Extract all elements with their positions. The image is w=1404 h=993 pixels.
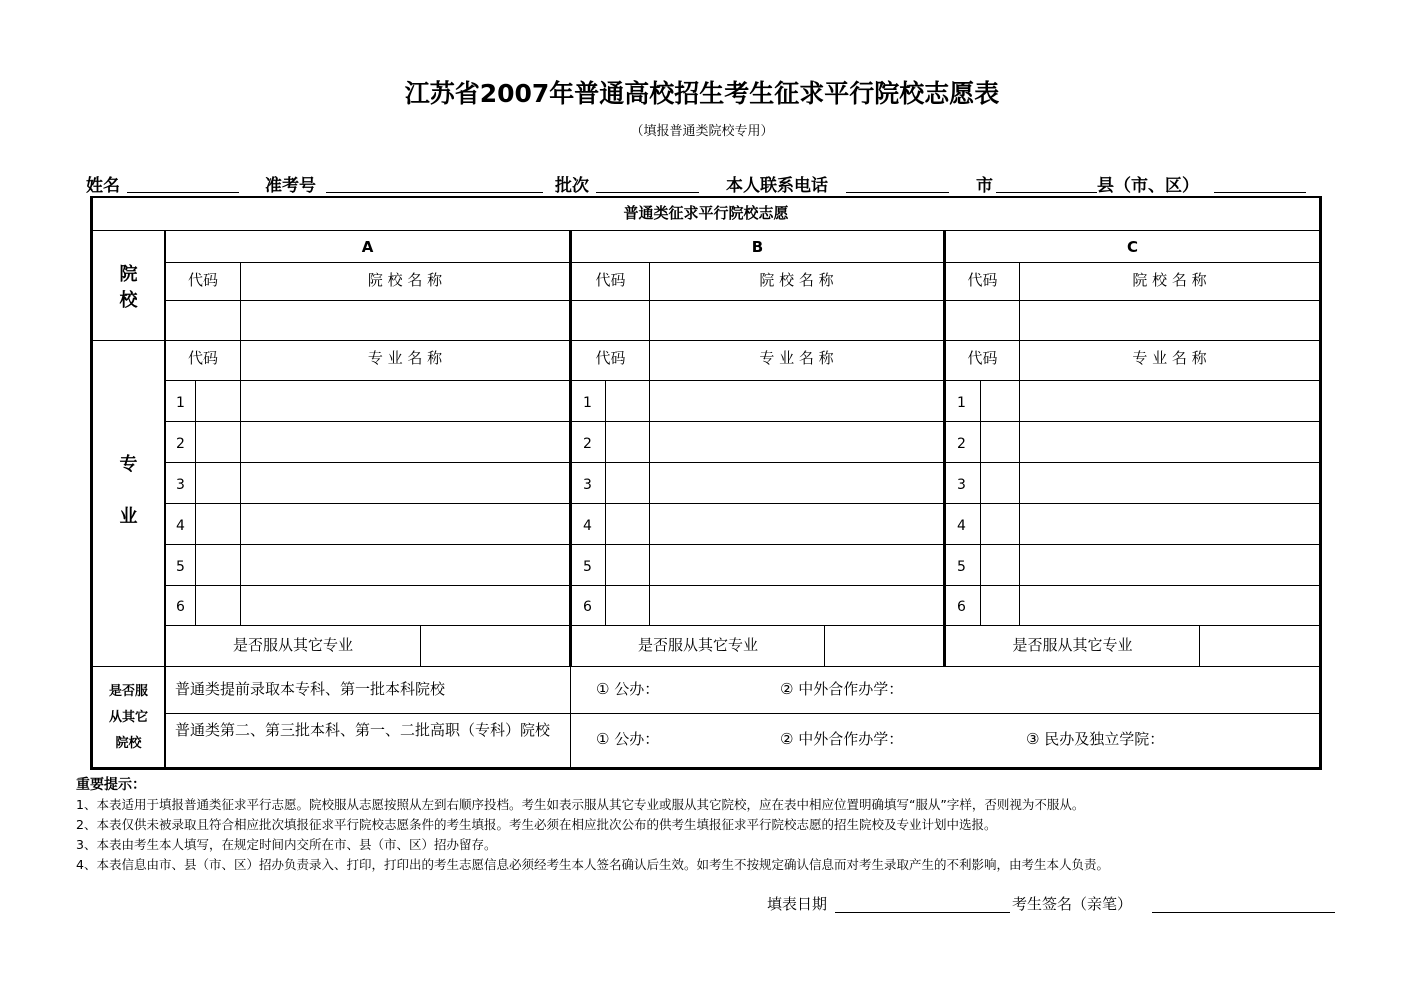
school-code-header-c: 代码 (967, 271, 998, 289)
option-sino-foreign[interactable]: ② 中外合作办学： (780, 680, 904, 698)
batch-label: 批次 (555, 176, 589, 196)
name-label: 姓名 (86, 176, 120, 196)
school-code-input-b[interactable] (572, 301, 649, 340)
row-number: 4 (176, 518, 185, 534)
row-number: 2 (957, 436, 966, 452)
major-name-header-c: 专 业 名 称 (1132, 349, 1207, 367)
major-name-header-b: 专 业 名 称 (759, 349, 834, 367)
row-number: 5 (176, 559, 185, 575)
school-code-input-c[interactable] (946, 301, 1019, 340)
obey-major-input-a[interactable] (421, 626, 569, 666)
row-number: 5 (957, 559, 966, 575)
obey-row-desc: 普通类第二、第三批本科、第一、二批高职（专科）院校 (175, 721, 551, 739)
row-number: 6 (176, 599, 185, 615)
row-number: 4 (957, 518, 966, 534)
page-subtitle: （填报普通类院校专用） (630, 124, 774, 139)
row-number: 3 (583, 477, 592, 493)
option-private[interactable]: ③ 民办及独立学院： (1026, 730, 1165, 748)
note-item: 2、本表仅供未被录取且符合相应批次填报征求平行院校志愿条件的考生填报。考生必须在相应批次公布的供考生填报征求平行院校志愿的招生院校及专业计划中选报。 (76, 817, 997, 832)
row-number: 1 (176, 395, 185, 411)
row-number: 2 (583, 436, 592, 452)
option-public[interactable]: ① 公办： (596, 680, 660, 698)
date-label: 填表日期 (767, 895, 828, 913)
row-number: 3 (957, 477, 966, 493)
note-item: 1、本表适用于填报普通类征求平行志愿。院校服从志愿按照从左到右顺序投档。考生如表示服从其它专业或服从其它院校，应在表中相应位置明确填写“服从”字样，否则视为不服从。 (76, 797, 1085, 812)
school-code-header-b: 代码 (595, 271, 626, 289)
group-c-header: C (1126, 238, 1138, 256)
county-label: 县（市、区） (1097, 176, 1199, 196)
major-code-header-b: 代码 (595, 349, 626, 367)
school-name-header-b: 院 校 名 称 (759, 271, 834, 289)
city-label: 市 (976, 176, 993, 196)
name-field[interactable] (127, 192, 239, 193)
county-field[interactable] (1214, 192, 1306, 193)
obey-major-input-c[interactable] (1200, 626, 1319, 666)
group-b-header: B (751, 238, 764, 256)
row-number: 3 (176, 477, 185, 493)
school-name-input-c[interactable] (1020, 301, 1319, 340)
obey-row-desc: 普通类提前录取本专科、第一批本科院校 (175, 680, 446, 698)
row-number: 1 (957, 395, 966, 411)
obey-major-input-b[interactable] (825, 626, 943, 666)
signature-field[interactable] (1152, 912, 1335, 913)
obey-major-label-b: 是否服从其它专业 (637, 636, 758, 654)
obey-major-label-a: 是否服从其它专业 (232, 636, 353, 654)
major-name-header-a: 专 业 名 称 (367, 349, 443, 367)
row-number: 6 (957, 599, 966, 615)
school-name-input-a[interactable] (241, 301, 569, 340)
obey-major-label-c: 是否服从其它专业 (1012, 636, 1133, 654)
note-item: 4、本表信息由市、县（市、区）招办负责录入、打印，打印出的考生志愿信息必须经考生本人签名确认后生效。如考生不按规定确认信息而对考生录取产生的不利影响，由考生本人负责。 (76, 857, 1109, 872)
major-code-header-c: 代码 (967, 349, 998, 367)
school-code-input-a[interactable] (166, 301, 240, 340)
school-name-input-b[interactable] (650, 301, 943, 340)
obey-school-label: 是否服 从其它 院校 (108, 684, 148, 751)
phone-label: 本人联系电话 (726, 176, 828, 196)
exam-no-field[interactable] (326, 192, 543, 193)
group-a-header: A (361, 238, 374, 256)
option-sino-foreign[interactable]: ② 中外合作办学： (780, 730, 904, 748)
major-row-label: 专 业 (119, 454, 138, 527)
note-item: 3、本表由考生本人填写，在规定时间内交所在市、县（市、区）招办留存。 (76, 837, 497, 852)
batch-field[interactable] (596, 192, 699, 193)
notes-heading: 重要提示： (76, 777, 146, 793)
row-number: 6 (583, 599, 592, 615)
row-number: 4 (583, 518, 592, 534)
school-code-header-a: 代码 (187, 271, 218, 289)
row-number: 2 (176, 436, 185, 452)
row-number: 5 (583, 559, 592, 575)
city-field[interactable] (996, 192, 1097, 193)
date-field[interactable] (835, 912, 1010, 913)
phone-field[interactable] (846, 192, 949, 193)
exam-no-label: 准考号 (265, 176, 316, 196)
major-code-header-a: 代码 (187, 349, 218, 367)
signature-label: 考生签名（亲笔） (1012, 895, 1133, 913)
page-title: 江苏省2007年普通高校招生考生征求平行院校志愿表 (404, 79, 1000, 108)
school-row-label: 院 校 (119, 264, 138, 311)
table-caption: 普通类征求平行院校志愿 (623, 204, 789, 222)
row-number: 1 (583, 395, 592, 411)
school-name-header-c: 院 校 名 称 (1132, 271, 1207, 289)
notes-section (76, 775, 1109, 875)
school-name-header-a: 院 校 名 称 (367, 271, 443, 289)
option-public[interactable]: ① 公办： (596, 730, 660, 748)
